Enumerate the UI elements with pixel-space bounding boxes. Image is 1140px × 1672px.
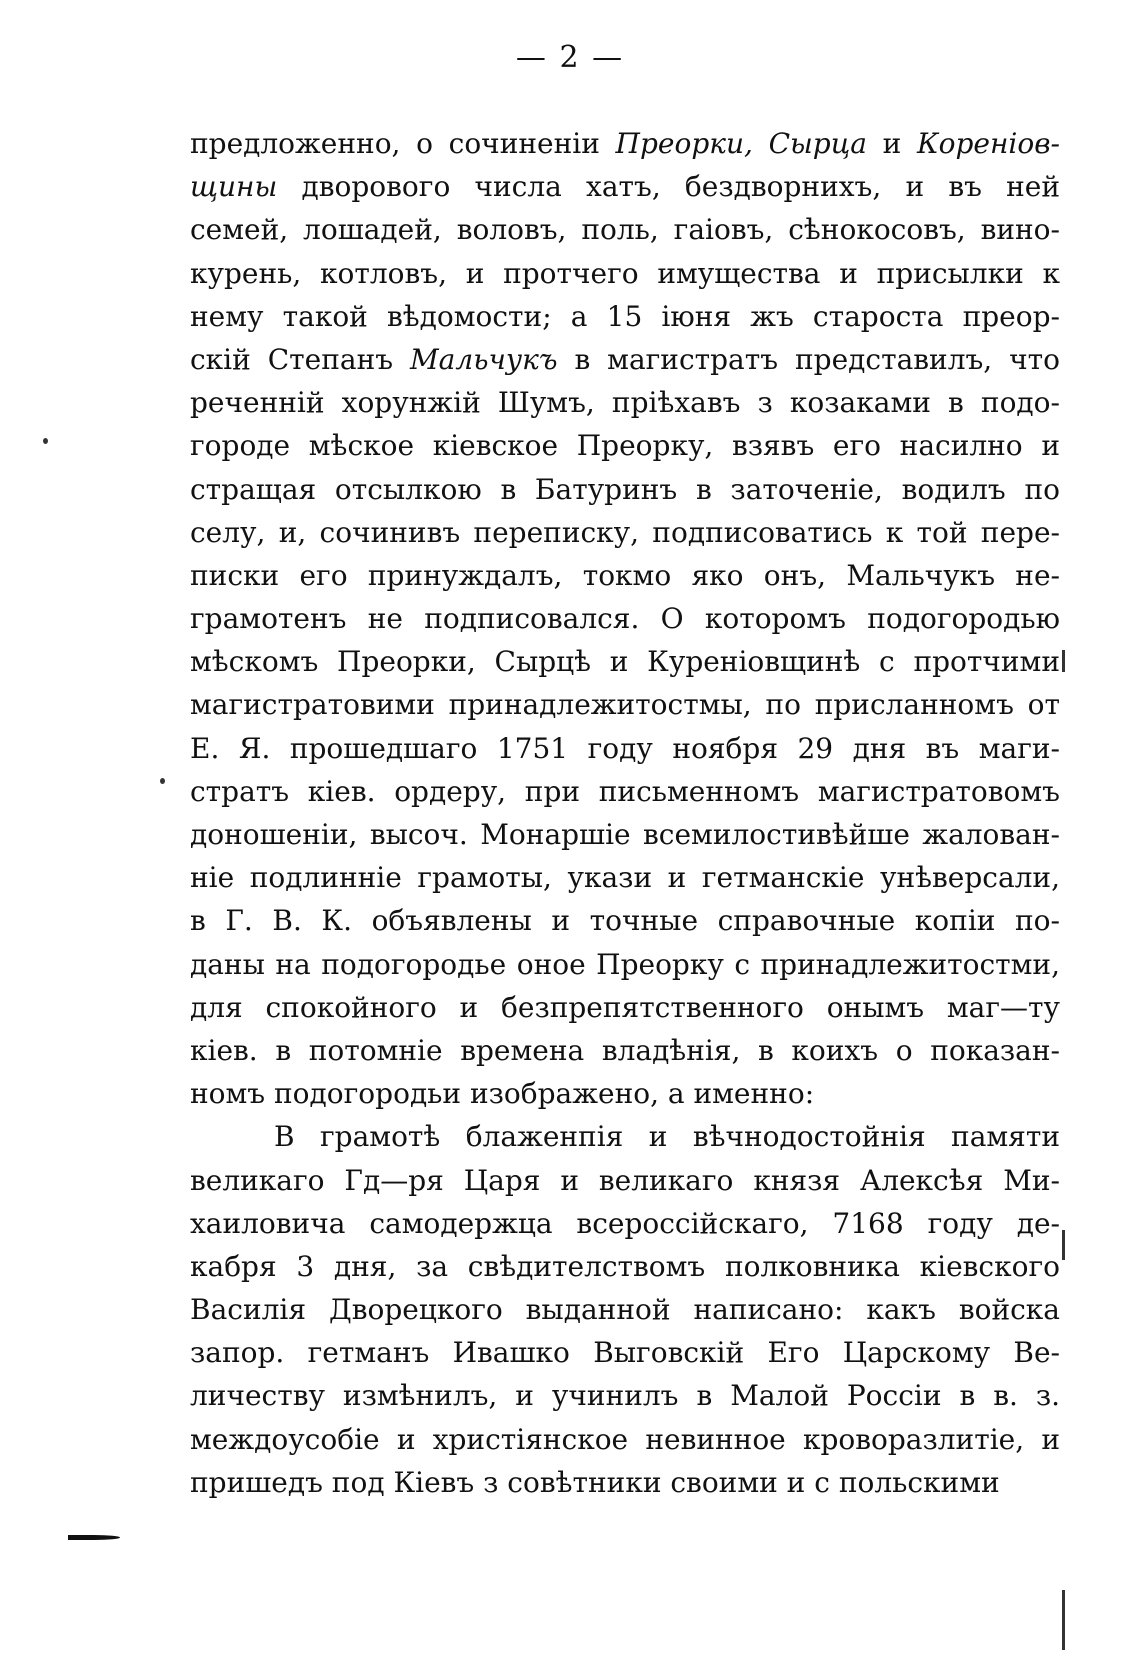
text-line <box>190 1202 1060 1245</box>
text-run: реченній хорунжій Шумъ, пріѣхавъ з козаками в подо- <box>190 386 1060 420</box>
text-run: запор. гетманъ Ивашко Выговскій Его Царскому Ве- <box>190 1336 1060 1370</box>
text-run: личеству измѣнилъ, и учинилъ в Малой Россіи в в. з. <box>190 1379 1060 1413</box>
margin-stroke <box>1062 1230 1065 1260</box>
text-run: и <box>866 127 917 160</box>
text-run: в Г. В. К. объявлены и точные справочные копіи по- <box>190 904 1060 938</box>
text-line <box>190 381 1060 424</box>
text-line <box>190 1159 1060 1202</box>
text-line <box>190 511 1060 554</box>
text-run: ніе подлинніе грамоты, укази и гетманскіе унѣверсали, <box>190 861 1060 895</box>
text-line <box>190 727 1060 770</box>
text-line <box>190 208 1060 251</box>
text-line <box>190 252 1060 295</box>
text-line <box>190 1072 1060 1115</box>
text-run: кіев. в потомніе времена владѣнія, в коихъ о показан- <box>190 1033 1060 1067</box>
text-run: магистратовими принадлежитостмы, по присланномъ от <box>190 688 1060 722</box>
text-run: хаиловича самодержца всероссійскаго, 7168 году де- <box>190 1206 1060 1240</box>
text-run: В грамотѣ блаженпія и вѣчнодостойнія памяти <box>274 1120 1060 1154</box>
text-line <box>190 1288 1060 1331</box>
text-line <box>190 813 1060 856</box>
text-run: нему такой вѣдомости; а 15 іюня жъ староста преор- <box>190 299 1060 333</box>
page-number: — 2 — <box>515 40 625 75</box>
text-run: Е. Я. прошедшаго 1751 году ноября 29 дня въ маги- <box>190 731 1060 765</box>
text-run: Василія Дворецкого выданной написано: какъ войска <box>190 1293 1060 1327</box>
text-line <box>190 943 1060 986</box>
margin-mark-dash <box>68 1535 120 1540</box>
text-line <box>190 986 1060 1029</box>
text-run: для спокойного и безпрепятственного онымъ маг—ту <box>190 990 1060 1024</box>
text-line <box>190 1461 1060 1504</box>
text-run: скій Степанъ <box>190 342 411 376</box>
text-line <box>190 1245 1060 1288</box>
margin-stroke <box>1062 650 1065 672</box>
text-run: семей, лошадей, воловъ, поль, гаіовъ, сѣнокосовъ, вино- <box>190 213 1060 247</box>
text-run: кабря 3 дня, за свѣдителствомъ полковника кіевского <box>190 1249 1060 1283</box>
text-run: пришедъ под Кіевъ з совѣтники своими и с польскими <box>190 1465 1000 1499</box>
text-run: городе мѣское кіевское Преорку, взявъ его насилно и <box>190 429 1060 463</box>
text-run: в магистратъ представилъ, что <box>557 342 1060 376</box>
text-line <box>190 770 1060 813</box>
text-run: писки его принуждалъ, токмо яко онъ, Мальчукъ не- <box>190 558 1060 592</box>
text-line <box>190 856 1060 899</box>
margin-speck <box>43 438 48 444</box>
italic-name: Мальчукъ <box>410 342 558 376</box>
text-line <box>190 899 1060 942</box>
margin-speck <box>160 778 165 784</box>
text-run: дворового числа хатъ, бездворнихъ, и въ ней <box>277 170 1060 204</box>
text-line <box>190 597 1060 640</box>
text-line <box>190 122 1060 165</box>
text-line <box>190 1115 1060 1158</box>
text-run: номъ подогородьи изображено, а именно: <box>190 1077 815 1111</box>
text-line <box>190 295 1060 338</box>
text-run: великаго Гд—ря Царя и великаго князя Алексѣя Ми- <box>190 1163 1060 1197</box>
text-run: предложенно, о сочиненіи <box>190 127 616 160</box>
text-line <box>190 683 1060 726</box>
text-line <box>190 1374 1060 1417</box>
text-line <box>190 338 1060 381</box>
text-run: грамотенъ не подписовался. О которомъ подогородью <box>190 602 1060 636</box>
text-run: стратъ кіев. ордеру, при письменномъ магистратовомъ <box>190 774 1060 808</box>
italic-name: Преорки, Сырца <box>615 127 867 160</box>
text-run: стращая отсылкою в Батуринъ в заточеніе, водилъ по <box>190 472 1060 506</box>
text-line <box>190 165 1060 208</box>
text-run: селу, и, сочинивъ переписку, подписоватись к той пере- <box>190 515 1060 549</box>
text-line <box>190 468 1060 511</box>
text-run: мѣскомъ Преорки, Сырцѣ и Куреніовщинѣ с протчими <box>190 645 1060 679</box>
text-run: доношеніи, высоч. Монаршіе всемилостивѣйше жалован- <box>190 818 1060 851</box>
text-line <box>190 640 1060 683</box>
text-line <box>190 424 1060 467</box>
text-run: курень, котловъ, и протчего имущества и присылки к <box>190 256 1060 290</box>
text-run: даны на подогородье оное Преорку с принадлежитостми, <box>190 947 1060 981</box>
text-run: междоусобіе и христіянское невинное кроворазлитіе, и <box>190 1422 1060 1456</box>
text-line <box>190 1331 1060 1374</box>
margin-stroke <box>1062 1590 1065 1650</box>
body-text <box>190 122 1060 1504</box>
italic-name: щины <box>190 170 278 204</box>
italic-name: Кореніов- <box>916 127 1060 160</box>
text-line <box>190 554 1060 597</box>
text-line <box>190 1418 1060 1461</box>
text-line <box>190 1029 1060 1072</box>
